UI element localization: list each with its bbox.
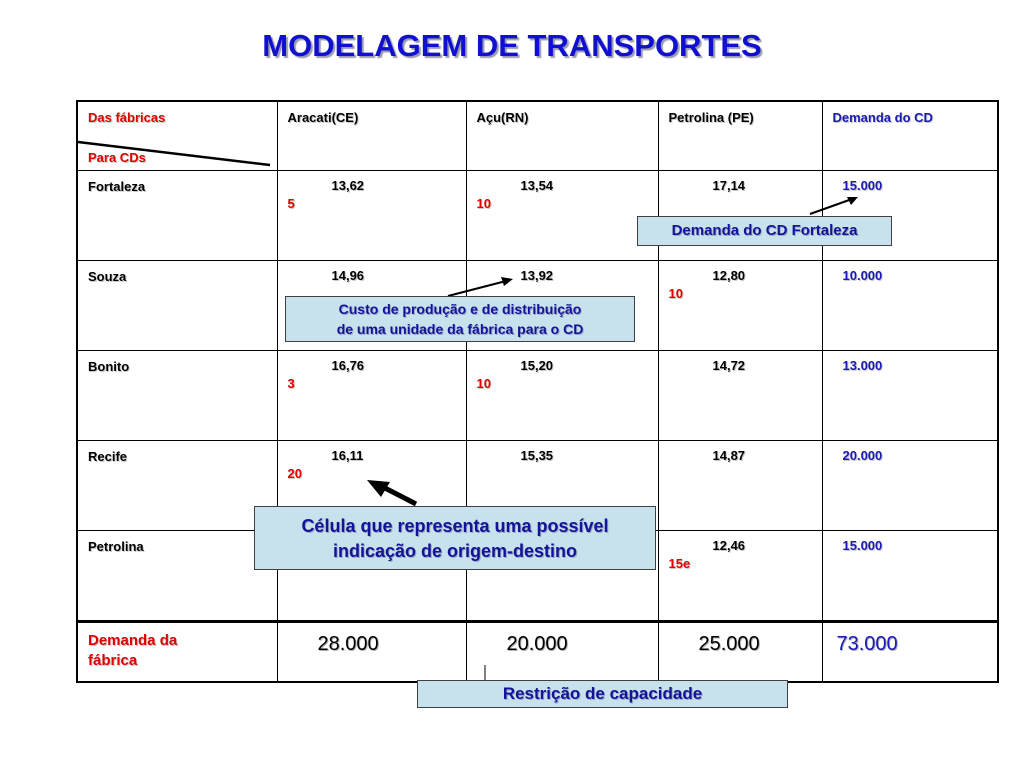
cost-value: 13,62 xyxy=(331,178,365,193)
grand-total-value: 73.000 xyxy=(836,633,898,655)
column-header-demand-cd: Demanda do CD xyxy=(832,110,933,125)
callout-cell-line1: Célula que representa uma possível xyxy=(301,516,609,536)
cd-demand-value: 15.000 xyxy=(842,538,883,553)
factory-total-value: 20.000 xyxy=(506,633,568,655)
arrow-cell xyxy=(383,487,416,504)
allocation-value: 15e xyxy=(668,556,691,571)
callout-capacity-text: Restrição de capacidade xyxy=(502,684,703,703)
cost-value: 13,54 xyxy=(520,178,554,193)
cd-demand-value: 20.000 xyxy=(842,448,883,463)
cost-value: 12,46 xyxy=(712,538,746,553)
cost-value: 14,72 xyxy=(712,358,746,373)
corner-to-label: Para CDs xyxy=(88,150,146,165)
factory-demand-label: Demanda da fábrica xyxy=(88,632,178,669)
row-label: Fortaleza xyxy=(88,179,146,194)
allocation-value: 10 xyxy=(476,376,491,391)
callout-cd-demand xyxy=(637,216,892,246)
arrow-cd-demand xyxy=(810,199,852,214)
callout-cell xyxy=(254,506,656,570)
allocation-value: 5 xyxy=(287,196,295,211)
cost-value: 15,20 xyxy=(520,358,554,373)
arrow-cost xyxy=(448,281,506,296)
cost-value: 14,87 xyxy=(712,448,746,463)
cd-demand-value: 15.000 xyxy=(842,178,883,193)
callout-cost xyxy=(285,296,635,342)
cost-value: 16,11 xyxy=(331,448,364,463)
cost-value: 17,14 xyxy=(712,178,746,193)
factory-total-value: 25.000 xyxy=(698,633,760,655)
column-header-petrolina: Petrolina (PE) xyxy=(668,110,754,125)
column-header-aracati: Aracati(CE) xyxy=(287,110,359,125)
callout-cell-line2: indicação de origem-destino xyxy=(332,541,578,561)
cost-value: 12,80 xyxy=(712,268,746,283)
cd-demand-value: 13.000 xyxy=(842,358,883,373)
callout-cost-line1: Custo de produção e de distribuição xyxy=(338,301,582,317)
row-label: Petrolina xyxy=(88,539,144,554)
cost-value: 14,96 xyxy=(331,268,365,283)
cost-value: 13,92 xyxy=(520,268,554,283)
arrow-head-cost xyxy=(501,277,513,286)
corner-from-label: Das fábricas xyxy=(88,110,166,125)
callout-cd-demand-text: Demanda do CD Fortaleza xyxy=(671,222,858,239)
cost-value: 15,35 xyxy=(520,448,554,463)
cd-demand-value: 10.000 xyxy=(842,268,883,283)
page-title: MODELAGEM DE TRANSPORTES xyxy=(262,28,762,63)
cost-value: 16,76 xyxy=(331,358,365,373)
factory-total-value: 28.000 xyxy=(317,633,379,655)
callout-cost-line2: de uma unidade da fábrica para o CD xyxy=(336,321,584,337)
row-label: Bonito xyxy=(88,359,130,374)
column-header-acu: Açu(RN) xyxy=(476,110,529,125)
allocation-value: 3 xyxy=(287,376,295,391)
corner-diagonal-line xyxy=(78,142,270,165)
row-label: Souza xyxy=(88,269,127,284)
allocation-value: 10 xyxy=(476,196,491,211)
callout-capacity xyxy=(417,680,788,708)
allocation-value: 20 xyxy=(287,466,302,481)
row-label: Recife xyxy=(88,449,128,464)
allocation-value: 10 xyxy=(668,286,683,301)
